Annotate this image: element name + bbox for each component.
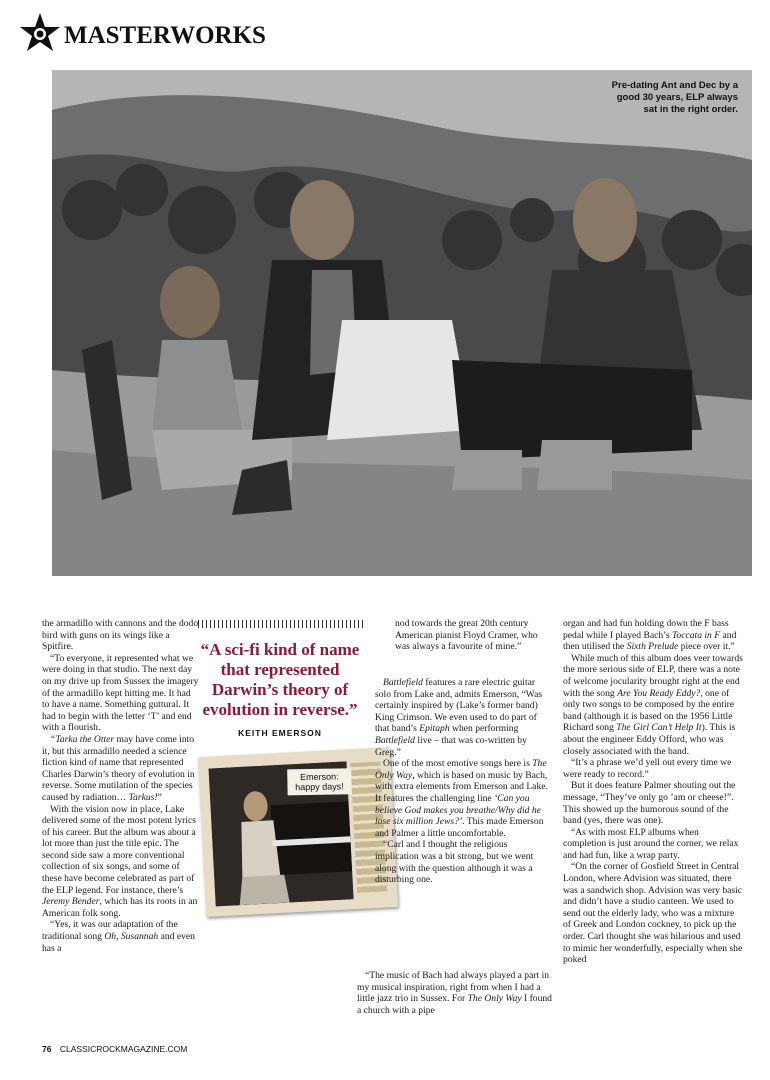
snapshot-photo-frame	[198, 747, 398, 917]
paragraph: “On the corner of Gosfield Street in Central London, where Advision was situated, there was a sandwich shop. Advision was very basic and didn’t have a studio canteen. We used to send out the elderly lady, who was a mixture of Greek and London cockney, to pick up the order. Carl thought she was hilarious and used to mimic her wonderfully, especially when she poked	[563, 861, 743, 966]
photo-caption: Pre-dating Ant and Dec by a good 30 years, ELP always sat in the right order.	[611, 80, 738, 115]
paragraph: organ and had fun holding down the F bass pedal while I played Bach’s Toccata in F and then utilised the Sixth Prelude piece over it.”	[563, 618, 737, 653]
paragraph: the armadillo with cannons and the dodo bird with guns on its wings like a Spitfire.	[42, 618, 199, 653]
article-column-4	[563, 618, 743, 966]
star-logo-icon	[18, 12, 62, 54]
paragraph: But it does feature Palmer shouting out the message, “They’ve only go ’am or cheese!”. This showed up the humorous sound of the band (yes, there was one).	[563, 780, 736, 827]
paragraph: Battlefield features a rare electric guitar solo from Lake and, admits Emerson, “Was certainly inspired by (Lake’s former band) King Crimson. We even used to do part of that band’s Epitaph when performing Battlefield live – that was co-written by Greg.”	[375, 677, 543, 758]
article-column-3-bottom	[357, 970, 553, 1016]
website-link[interactable]: CLASSICROCKMAGAZINE.COM	[59, 1044, 188, 1054]
paragraph: “Carl and I thought the religious implication was a bit strong, but we went along with the question although it was a disturbing one.	[375, 839, 534, 886]
paragraph: With the vision now in place, Lake delivered some of the most potent lyrics of his career. But the album was about a lot more than just the title epic. The second side saw a more conventional collection of six songs, and some of these have become celebrated as part of the ELP legend. For instance, there’s Jeremy Bender, which has its roots in an American folk song.	[42, 803, 198, 919]
snapshot-label: Emerson: happy days!	[287, 768, 351, 795]
section-title: MASTERWORKS	[64, 22, 266, 49]
pull-quote-block	[190, 620, 370, 738]
paragraph: “Tarka the Otter may have come into it, but this armadillo needed a science fiction kind of name that represented Charles Darwin’s theory of evolution in reverse. Some mutilation of the species caused by radiation… Tarkus!”	[42, 733, 195, 803]
band-photo-image	[52, 70, 752, 576]
quote-attribution: KEITH EMERSON	[238, 728, 322, 738]
page-footer	[42, 1044, 187, 1054]
paragraph: “It’s a phrase we’d yell out every time we were ready to record.”	[563, 757, 732, 780]
paragraph: nod towards the great 20th century American pianist Floyd Cramer, who was always a favourite of mine.”	[395, 618, 538, 653]
pull-quote: “A sci-fi kind of name that represented Darwin’s theory of evolution in reverse.”	[200, 640, 360, 719]
paragraph: “The music of Bach had always played a part in my musical inspiration, right from when I had a little jazz trio in Sussex. For The Only Way I found a church with a pipe	[357, 970, 552, 1016]
paragraph: “Yes, it was our adaptation of the traditional song Oh, Susannah and even has a	[42, 919, 195, 954]
article-column-2-top	[375, 618, 553, 653]
masthead	[18, 12, 318, 54]
article-column-1	[42, 618, 200, 954]
page-number: 76	[42, 1044, 52, 1054]
paragraph: “As with most ELP albums when completion is just around the corner, we relax and had fun, like a wrap party.	[563, 826, 739, 861]
paragraph: “To everyone, it represented what we were doing in that studio. The next day on my drive up from Sussex the imagery of the armadillo kept hitting me. It had to have a name. Something guttural. It had to begin with the letter ‘T’ and end with a flourish.	[42, 652, 199, 734]
paragraph: While much of this album does veer towards the more serious side of ELP, there was a note of welcome jocularity brought right at the end with the song Are You Ready Eddy?, one of only two songs to be composed by the entire band (although it is based on the 1956 Little Richard song The Girl Can’t Help It). This is about the engineer Eddy Offord, who was closely associated with the band.	[563, 652, 743, 757]
decorative-rule	[198, 620, 363, 628]
article-column-3	[375, 677, 553, 886]
band-photo	[52, 70, 752, 576]
paragraph: One of the most emotive songs here is The Only Way, which is based on music by Bach, with extra elements from Emerson and Lake. It features the challenging line ‘Can you believe God makes you breathe/Why did he lose six million Jews?’. This made Emerson and Palmer a little uncomfortable.	[375, 758, 548, 839]
